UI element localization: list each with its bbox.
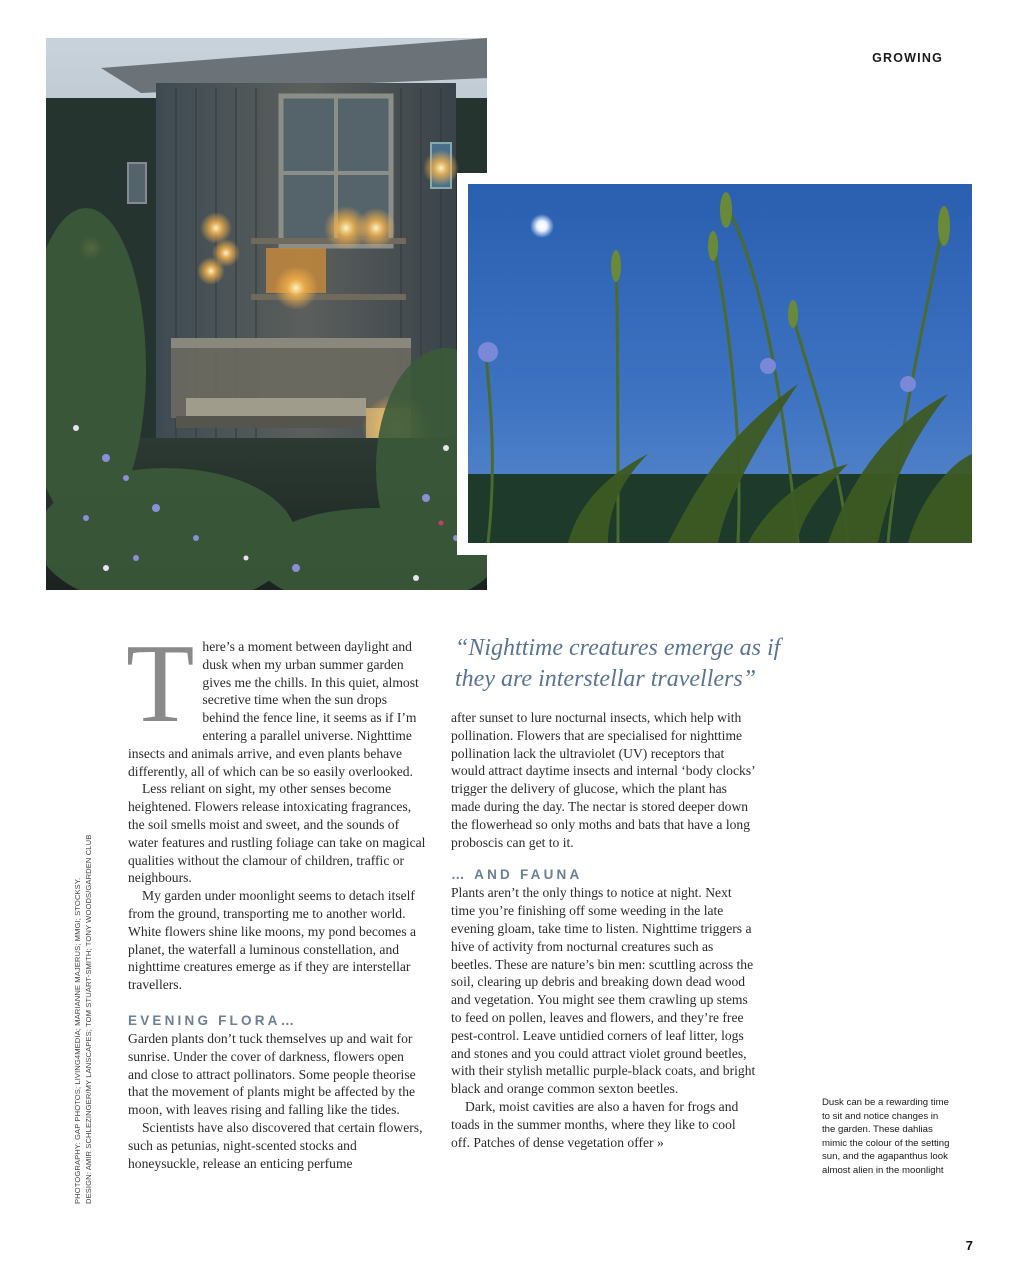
- section-label: GROWING: [872, 51, 943, 65]
- article-paragraph: Scientists have also discovered that certain flowers, such as petunias, night-scented stocks and honeysuckle, release an enticing perfume: [128, 1119, 423, 1171]
- subhead-and-fauna: … AND FAUNA: [451, 867, 583, 883]
- pull-quote: “Nighttime creatures emerge as if they are interstellar travellers”: [455, 635, 781, 692]
- page-number: 7: [965, 1238, 973, 1253]
- credits-photography: PHOTOGRAPHY: GAP PHOTOS; LIVING4MEDIA; MARIANNE MAJERUS; MMGI; STOCKSY.: [73, 877, 82, 1204]
- article-paragraph: Dark, moist cavities are also a haven for frogs and toads in the summer months, where they like to cool off. Patches of dense vegetation offer »: [451, 1098, 739, 1150]
- article-paragraph: My garden under moonlight seems to detach itself from the ground, transporting me to another world. White flowers shine like moons, my pond becomes a planet, the waterfall a luminous constellation, and nighttime creatures emerge as if they are interstellar travellers.: [128, 888, 417, 993]
- article-paragraph: after sunset to lure nocturnal insects, which help with pollination. Flowers that are specialised for nighttime pollination lack the ultraviolet (UV) receptors that would attract daytime insects and internal ‘body clocks’ trigger the delivery of glucose, which the plant has made during the day. The nectar is stored deeper down the flowerhead so only moths and bats that have a long proboscis can get to it.: [451, 710, 755, 850]
- photo-caption: Dusk can be a rewarding time to sit and notice changes in the garden. These dahlias mimic the colour of the setting sun, and the agapanthus look almost alien in the moonlight: [822, 1097, 950, 1176]
- agapanthus-photo: [468, 184, 972, 543]
- article-paragraph: Plants aren’t the only things to notice at night. Next time you’re finishing off some weeding in the late evening gloam, take time to listen. Nighttime triggers a hive of activity from nocturnal creatures such as beetles. These are nature’s bin men: scuttling across the soil, clearing up debris and breaking down dead wood and vegetation. You might see them crawling up stems to feed on pollen, leaves and flowers, and they’re free pest-control. Leave untidied corners of leaf litter, logs and stones and you could attract violet ground beetles, with their stylish metallic purple-black coats, and bright black and orange common sexton beetles.: [451, 885, 756, 1097]
- paragraph-text: here’s a moment between daylight and dusk when my urban summer garden gives me the chills. In this quiet, almost secretive time when the sun drops behind the fence line, it seems as if I’m entering a parallel universe. Nighttime insects and animals arrive, and even plants behave differently, all of which can be so easily overlooked.: [128, 639, 419, 779]
- photo-credits: [72, 824, 94, 1204]
- subhead-evening-flora: EVENING FLORA…: [128, 1012, 298, 1028]
- drop-cap: T: [126, 622, 195, 746]
- article-paragraph: [126, 622, 426, 780]
- article-paragraph: Garden plants don’t tuck themselves up and wait for sunrise. Under the cover of darkness, flowers open and close to attract pollinators. Some people theorise that the movement of plants might be affected by the moon, with leaves rising and falling like the tides.: [128, 1030, 416, 1118]
- shed-photo: [46, 38, 487, 590]
- article-paragraph: Less reliant on sight, my other senses become heightened. Flowers release intoxicating fragrances, the soil smells moist and sweet, and the sounds of water features and rustling foliage can take on magical qualities without the clamour of children, traffic or neighbours.: [128, 781, 426, 886]
- credits-design: DESIGN: AMIR SCHLEZINGER/MY LANSCAPES; TOM STUART-SMITH; TONY WOODS/GARDEN CLUB: [84, 834, 93, 1204]
- article-column-1: [126, 622, 426, 1172]
- article-column-2: [451, 709, 756, 1151]
